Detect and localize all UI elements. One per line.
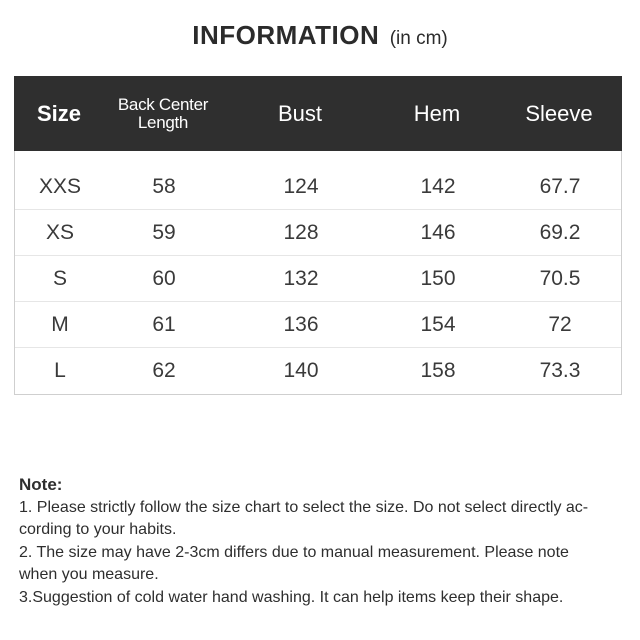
cell-sleeve: 69.2 [539, 221, 581, 244]
cell-sleeve: 72 [548, 313, 572, 336]
cell-size: L [54, 359, 66, 382]
table-row [15, 210, 621, 256]
page-title [0, 20, 640, 51]
cell-bust: 124 [283, 175, 319, 198]
note-line: 1. Please strictly follow the size chart to select the size. Do not select directly ac- [19, 498, 589, 516]
cell-back-center-length: 60 [152, 267, 176, 290]
header-sleeve: Sleeve [525, 100, 593, 126]
header-hem: Hem [413, 100, 461, 126]
cell-sleeve: 73.3 [539, 359, 581, 382]
cell-hem: 150 [420, 267, 456, 290]
table-row [15, 302, 621, 348]
header-size: Size [36, 100, 82, 126]
notes-section [19, 474, 619, 609]
cell-sleeve: 70.5 [539, 267, 581, 290]
size-chart-table [14, 76, 622, 395]
header-back-center-length [104, 76, 222, 151]
cell-hem: 154 [420, 313, 456, 336]
cell-bust: 132 [283, 267, 319, 290]
cell-bust: 136 [283, 313, 319, 336]
header-back-center-length-line2: Length [137, 112, 189, 132]
cell-back-center-length: 62 [152, 359, 176, 382]
note-line: 3.Suggestion of cold water hand washing. It can help items keep their shape. [19, 588, 564, 606]
title-main: INFORMATION [192, 20, 380, 50]
header-bust: Bust [277, 100, 323, 126]
table-header [14, 76, 622, 151]
table-row [15, 256, 621, 302]
cell-size: XXS [38, 175, 82, 198]
cell-size: M [51, 313, 69, 336]
cell-hem: 142 [420, 175, 456, 198]
header-back-center-length-line1: Back Center [117, 94, 209, 114]
title-unit: (in cm) [389, 28, 448, 49]
cell-sleeve: 67.7 [539, 175, 581, 198]
table-row [15, 164, 621, 210]
cell-size: S [52, 267, 67, 290]
cell-back-center-length: 59 [152, 221, 176, 244]
table-row [15, 348, 621, 394]
cell-hem: 146 [420, 221, 456, 244]
note-line: 2. The size may have 2-3cm differs due to manual measurement. Please note [19, 543, 569, 561]
cell-size: XS [45, 221, 74, 244]
cell-hem: 158 [420, 359, 456, 382]
cell-back-center-length: 58 [152, 175, 176, 198]
note-line: when you measure. [19, 566, 159, 583]
notes-title: Note: [19, 475, 63, 494]
cell-bust: 128 [283, 221, 319, 244]
note-line: cording to your habits. [19, 521, 177, 538]
cell-back-center-length: 61 [152, 313, 176, 336]
cell-bust: 140 [283, 359, 319, 382]
